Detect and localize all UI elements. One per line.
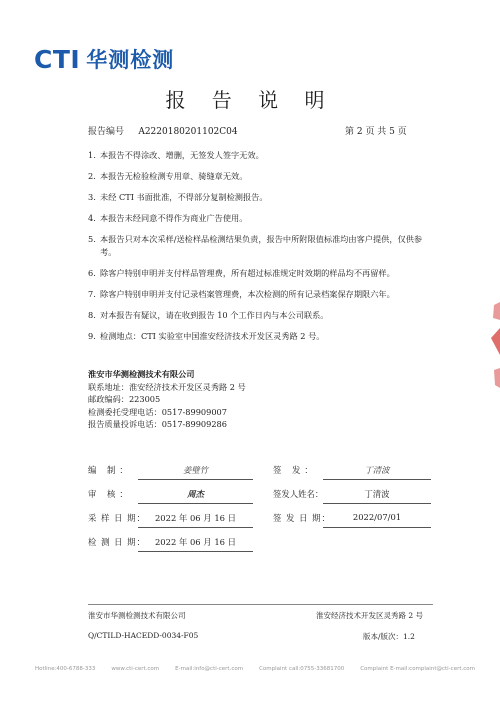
company-logo — [34, 44, 174, 74]
contact-complaint-email: Complaint E-mail:complaint@cti-cert.com — [360, 666, 475, 672]
note-number: 4. — [88, 213, 96, 223]
document-code: Q/CTILD-HACEDD-0034-F05 — [88, 631, 199, 640]
note-item — [88, 309, 433, 322]
note-text: 未经 CTI 书面批准，不得部分复制检测报告。 — [100, 192, 268, 202]
company-hotline: 检测委托受理电话：0517-89909007 — [88, 406, 227, 417]
seal-stamp-fragment — [488, 300, 500, 390]
logo-brand: CTI — [34, 44, 81, 74]
note-number: 3. — [88, 192, 96, 202]
note-text: 本报告不得涂改、增删，无签发人签字无效。 — [100, 150, 264, 160]
note-number: 8. — [88, 310, 96, 320]
company-name: 淮安市华测检测技术有限公司 — [88, 369, 195, 379]
note-number: 6. — [88, 268, 96, 278]
note-number: 1. — [88, 150, 96, 160]
compiler-signature: 姜璧竹 — [182, 465, 209, 475]
report-number-label: 报告编号 — [88, 127, 125, 137]
note-item — [88, 149, 433, 162]
test-date: 2022 年 06 月 16 日 — [154, 537, 237, 547]
note-text: 对本报告有疑议，请在收到报告 10 个工作日内与本公司联系。 — [100, 310, 329, 320]
note-text: 本报告未经同意不得作为商业广告使用。 — [100, 213, 248, 223]
issue-date-label: 签 发 日 期： — [273, 513, 331, 523]
note-number: 5. — [88, 234, 96, 244]
company-complaint: 报告质量投诉电话：0517-89909286 — [88, 419, 227, 429]
reviewer-label: 审 核： — [88, 489, 132, 499]
note-item — [88, 170, 433, 183]
contact-complaint: Complaint call:0755-33681700 — [259, 666, 345, 672]
note-item — [88, 233, 433, 259]
sample-date: 2022 年 06 月 16 日 — [154, 513, 237, 523]
footer-address: 淮安经济技术开发区灵秀路 2 号 — [316, 611, 424, 620]
note-text: 除客户特别申明并支付记录档案管理费，本次检测的所有记录档案保存期限六年。 — [100, 289, 395, 299]
note-number: 2. — [88, 171, 96, 181]
report-number — [88, 124, 238, 137]
note-text: 检测地点：CTI 实验室中国淮安经济技术开发区灵秀路 2 号。 — [100, 331, 325, 341]
note-item — [88, 330, 433, 343]
signer-name-label: 签发人姓名： — [273, 489, 324, 499]
sign-signature: 丁清波 — [364, 465, 390, 475]
page-info: 第 2 页 共 5 页 — [345, 127, 407, 137]
page-title: 报 告 说 明 — [165, 88, 335, 112]
note-number: 7. — [88, 289, 96, 299]
note-item — [88, 212, 433, 225]
logo-chinese: 华测检测 — [86, 48, 175, 72]
note-text: 本报告无检验检测专用章、骑缝章无效。 — [100, 171, 248, 181]
note-text: 除客户特别申明并支付样品管理费，所有超过标准规定时效期的样品均不再留样。 — [100, 268, 395, 278]
note-item — [88, 267, 433, 280]
contact-email: E-mail:info@cti-cert.com — [175, 666, 244, 672]
sign-label: 签 发： — [273, 465, 317, 475]
notes-list — [88, 149, 433, 351]
footer-company: 淮安市华测检测技术有限公司 — [88, 611, 186, 620]
note-item — [88, 191, 433, 204]
version-info: 版本/版次：1.2 — [363, 632, 415, 641]
company-address: 联系地址：淮安经济技术开发区灵秀路 2 号 — [88, 381, 246, 392]
issue-date: 2022/07/01 — [352, 512, 402, 522]
signer-name: 丁清波 — [364, 489, 390, 499]
company-postcode: 邮政编码：223005 — [88, 394, 161, 404]
note-item — [88, 288, 433, 301]
company-info — [88, 368, 246, 431]
test-date-label: 检 测 日 期： — [88, 537, 146, 547]
report-number-value: A2220180201102C04 — [138, 127, 238, 137]
contact-hotline: Hotline:400-6788-333 — [35, 666, 96, 672]
footer-divider — [88, 604, 433, 605]
reviewer-signature: 周杰 — [187, 489, 204, 499]
note-number: 9. — [88, 331, 96, 341]
sample-date-label: 采 样 日 期： — [88, 513, 146, 523]
contact-strip — [35, 666, 475, 672]
contact-web: www.cti-cert.com — [111, 666, 160, 672]
note-text: 本报告只对本次采样/送检样品检测结果负责，报告中所附限值标准均由客户提供，仅供参考。 — [100, 234, 423, 257]
compiler-label: 编 制： — [88, 465, 132, 475]
